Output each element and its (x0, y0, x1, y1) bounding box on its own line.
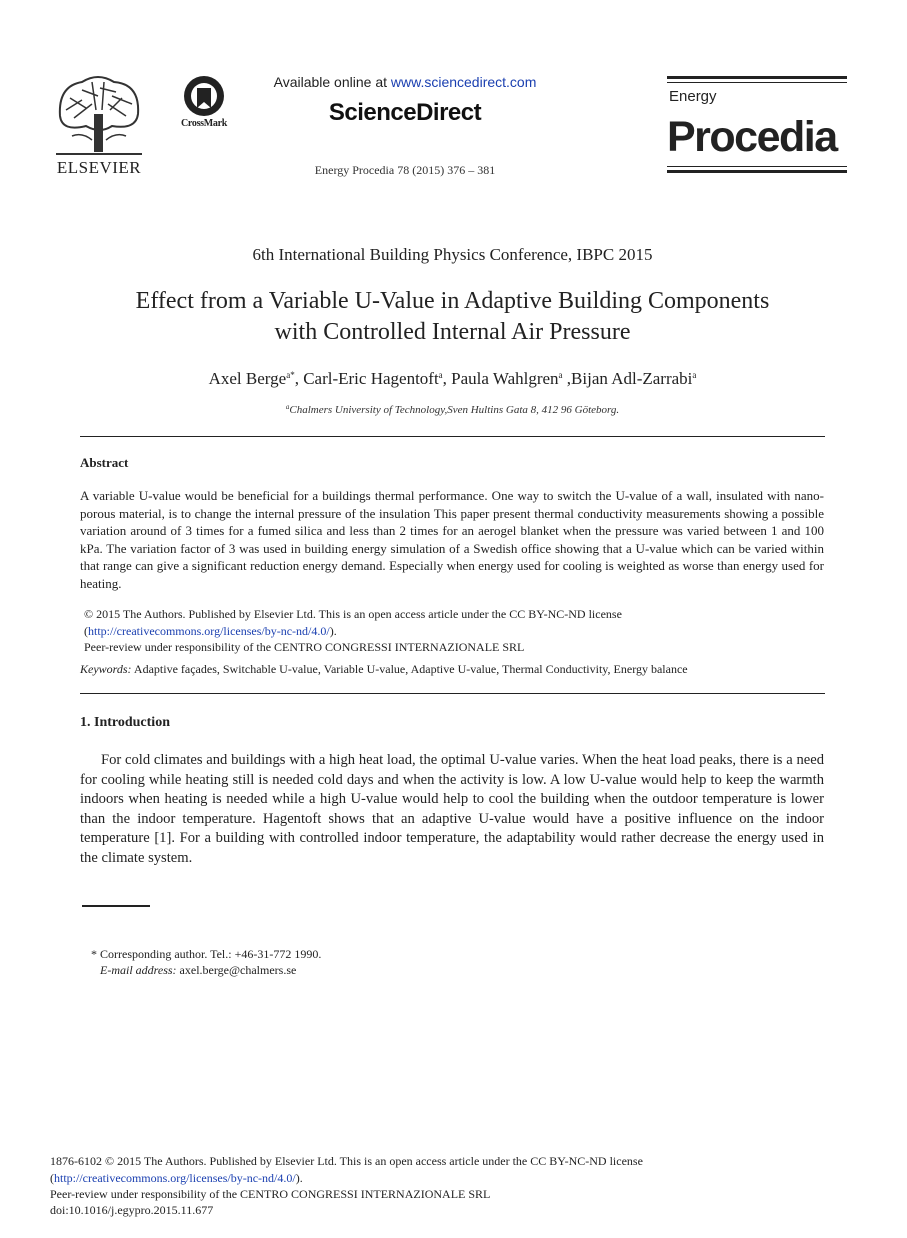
footnote-rule (82, 905, 150, 907)
footer-doi: doi:10.1016/j.egypro.2015.11.677 (50, 1203, 214, 1217)
available-online-prefix: Available online at (273, 74, 391, 90)
journal-citation: Energy Procedia 78 (2015) 376 – 381 (314, 163, 496, 177)
license-open-paren: ( (84, 624, 88, 638)
email-address: axel.berge@chalmers.se (179, 963, 297, 977)
conference-name: 6th International Building Physics Conference, IBPC 2015 (252, 245, 653, 264)
footer-issn: 1876-6102 © 2015 The Authors. Published by Elsevier Ltd. This is an open access article under the CC BY-NC-ND license (50, 1154, 643, 1168)
energy-procedia-main: Procedia (667, 113, 837, 161)
author-superscript: a (692, 370, 697, 380)
abstract-peer-review: Peer-review under responsibility of the CENTRO CONGRESSI INTERNAZIONALE SRL (84, 640, 525, 654)
energy-procedia-logo (667, 74, 847, 178)
author-superscript: a* (286, 370, 295, 380)
available-online (250, 74, 560, 90)
paper-title-line-1: Effect from a Variable U-Value in Adaptive Building Components (135, 288, 770, 314)
divider-top (80, 436, 825, 437)
author-name: Axel Berge (208, 369, 287, 388)
footer-license-link[interactable]: http://creativecommons.org/licenses/by-nc-nd/4.0/ (54, 1171, 296, 1185)
crossmark-icon (176, 74, 232, 118)
footer-peer-review: Peer-review under responsibility of the CENTRO CONGRESSI INTERNAZIONALE SRL (50, 1187, 491, 1201)
abstract-license (84, 624, 337, 639)
footer-license-open-paren: ( (50, 1171, 54, 1185)
elsevier-wordmark: ELSEVIER (56, 158, 142, 177)
abstract-heading: Abstract (80, 455, 129, 470)
author-name: Carl-Eric Hagentoft (303, 369, 439, 388)
affiliation-superscript: a (285, 403, 290, 411)
logo-bottom-rule (667, 170, 847, 173)
license-close-paren: ). (329, 624, 337, 638)
abstract-copyright: © 2015 The Authors. Published by Elsevier Ltd. This is an open access article under the CC BY-NC-ND license (84, 607, 622, 621)
logo-bottom-rule-2 (667, 166, 847, 167)
sciencedirect-link[interactable]: www.sciencedirect.com (390, 74, 537, 90)
footer-license-close-paren: ). (295, 1171, 303, 1185)
paper-title-line-2: with Controlled Internal Air Pressure (274, 319, 631, 345)
author-list (80, 369, 825, 389)
author-separator: , (442, 369, 452, 388)
divider-bottom (80, 693, 825, 694)
author-separator: , (562, 369, 572, 388)
sciencedirect-logo: ScienceDirect (328, 99, 482, 126)
author-name: Paula Wahlgren (451, 369, 559, 388)
elsevier-logo (52, 74, 146, 178)
keywords (80, 662, 688, 677)
crossmark-label: CrossMark (180, 118, 227, 129)
footnote-email (100, 963, 296, 978)
logo-top-rule (667, 76, 847, 79)
energy-procedia-top: Energy (669, 88, 717, 105)
footnote-corresponding: * Corresponding author. Tel.: +46-31-772 1990. (91, 947, 322, 961)
author-superscript: a (438, 370, 443, 380)
author-superscript: a (558, 370, 563, 380)
affiliation (80, 404, 825, 416)
logo-top-rule-2 (667, 82, 847, 83)
paper-title (60, 286, 845, 348)
author-separator: , (294, 369, 304, 388)
crossmark-logo[interactable] (176, 74, 234, 132)
introduction-paragraph: For cold climates and buildings with a high heat load, the optimal U-value varies. When the heat load peaks, there is a need for cooling while heating still is needed cold days and when the activity is low. A low U-value would help to keep the warmth indoors when heating is needed while a high U-value would help to cool the building when the outdoor temperature is lower than the indoor temperature. Hagentoft shows that an adaptive U-value would have a positive influence on the indoor temperature [1]. For a building with controlled indoor temperature, the adaptability would rather decrease the energy used in the climate system. (80, 752, 824, 866)
elsevier-tree-icon (52, 74, 146, 156)
email-label: E-mail address: (100, 963, 177, 977)
affiliation-text: Chalmers University of Technology,Sven Hultins Gata 8, 412 96 Göteborg. (289, 404, 620, 416)
license-link[interactable]: http://creativecommons.org/licenses/by-nc-nd/4.0/ (88, 624, 330, 638)
abstract-text: A variable U-value would be beneficial for a buildings thermal performance. One way to switch the U-value of a wall, insulated with nano-porous material, is to change the internal pressure of the insulation This paper present thermal conductivity measurements showing a possible variation around of 3 times for a fumed silica and less than 2 times for an aerogel blanket when the pressure was varied between 1 and 100 kPa. The variation factor of 3 was used in building energy simulation of a Swedish office showing that a U-value which can be varied within that range can give a significant reduction energy demand. Especially when energy used for cooling is weighted as worse than energy used for heating. (80, 488, 824, 591)
introduction-heading: 1. Introduction (80, 715, 170, 730)
author-name: Bijan Adl-Zarrabi (571, 369, 693, 388)
keywords-label: Keywords: (80, 662, 132, 676)
footer-license (50, 1171, 303, 1186)
keywords-text: Adaptive façades, Switchable U-value, Variable U-value, Adaptive U-value, Thermal Conductivity, Energy balance (133, 662, 688, 676)
